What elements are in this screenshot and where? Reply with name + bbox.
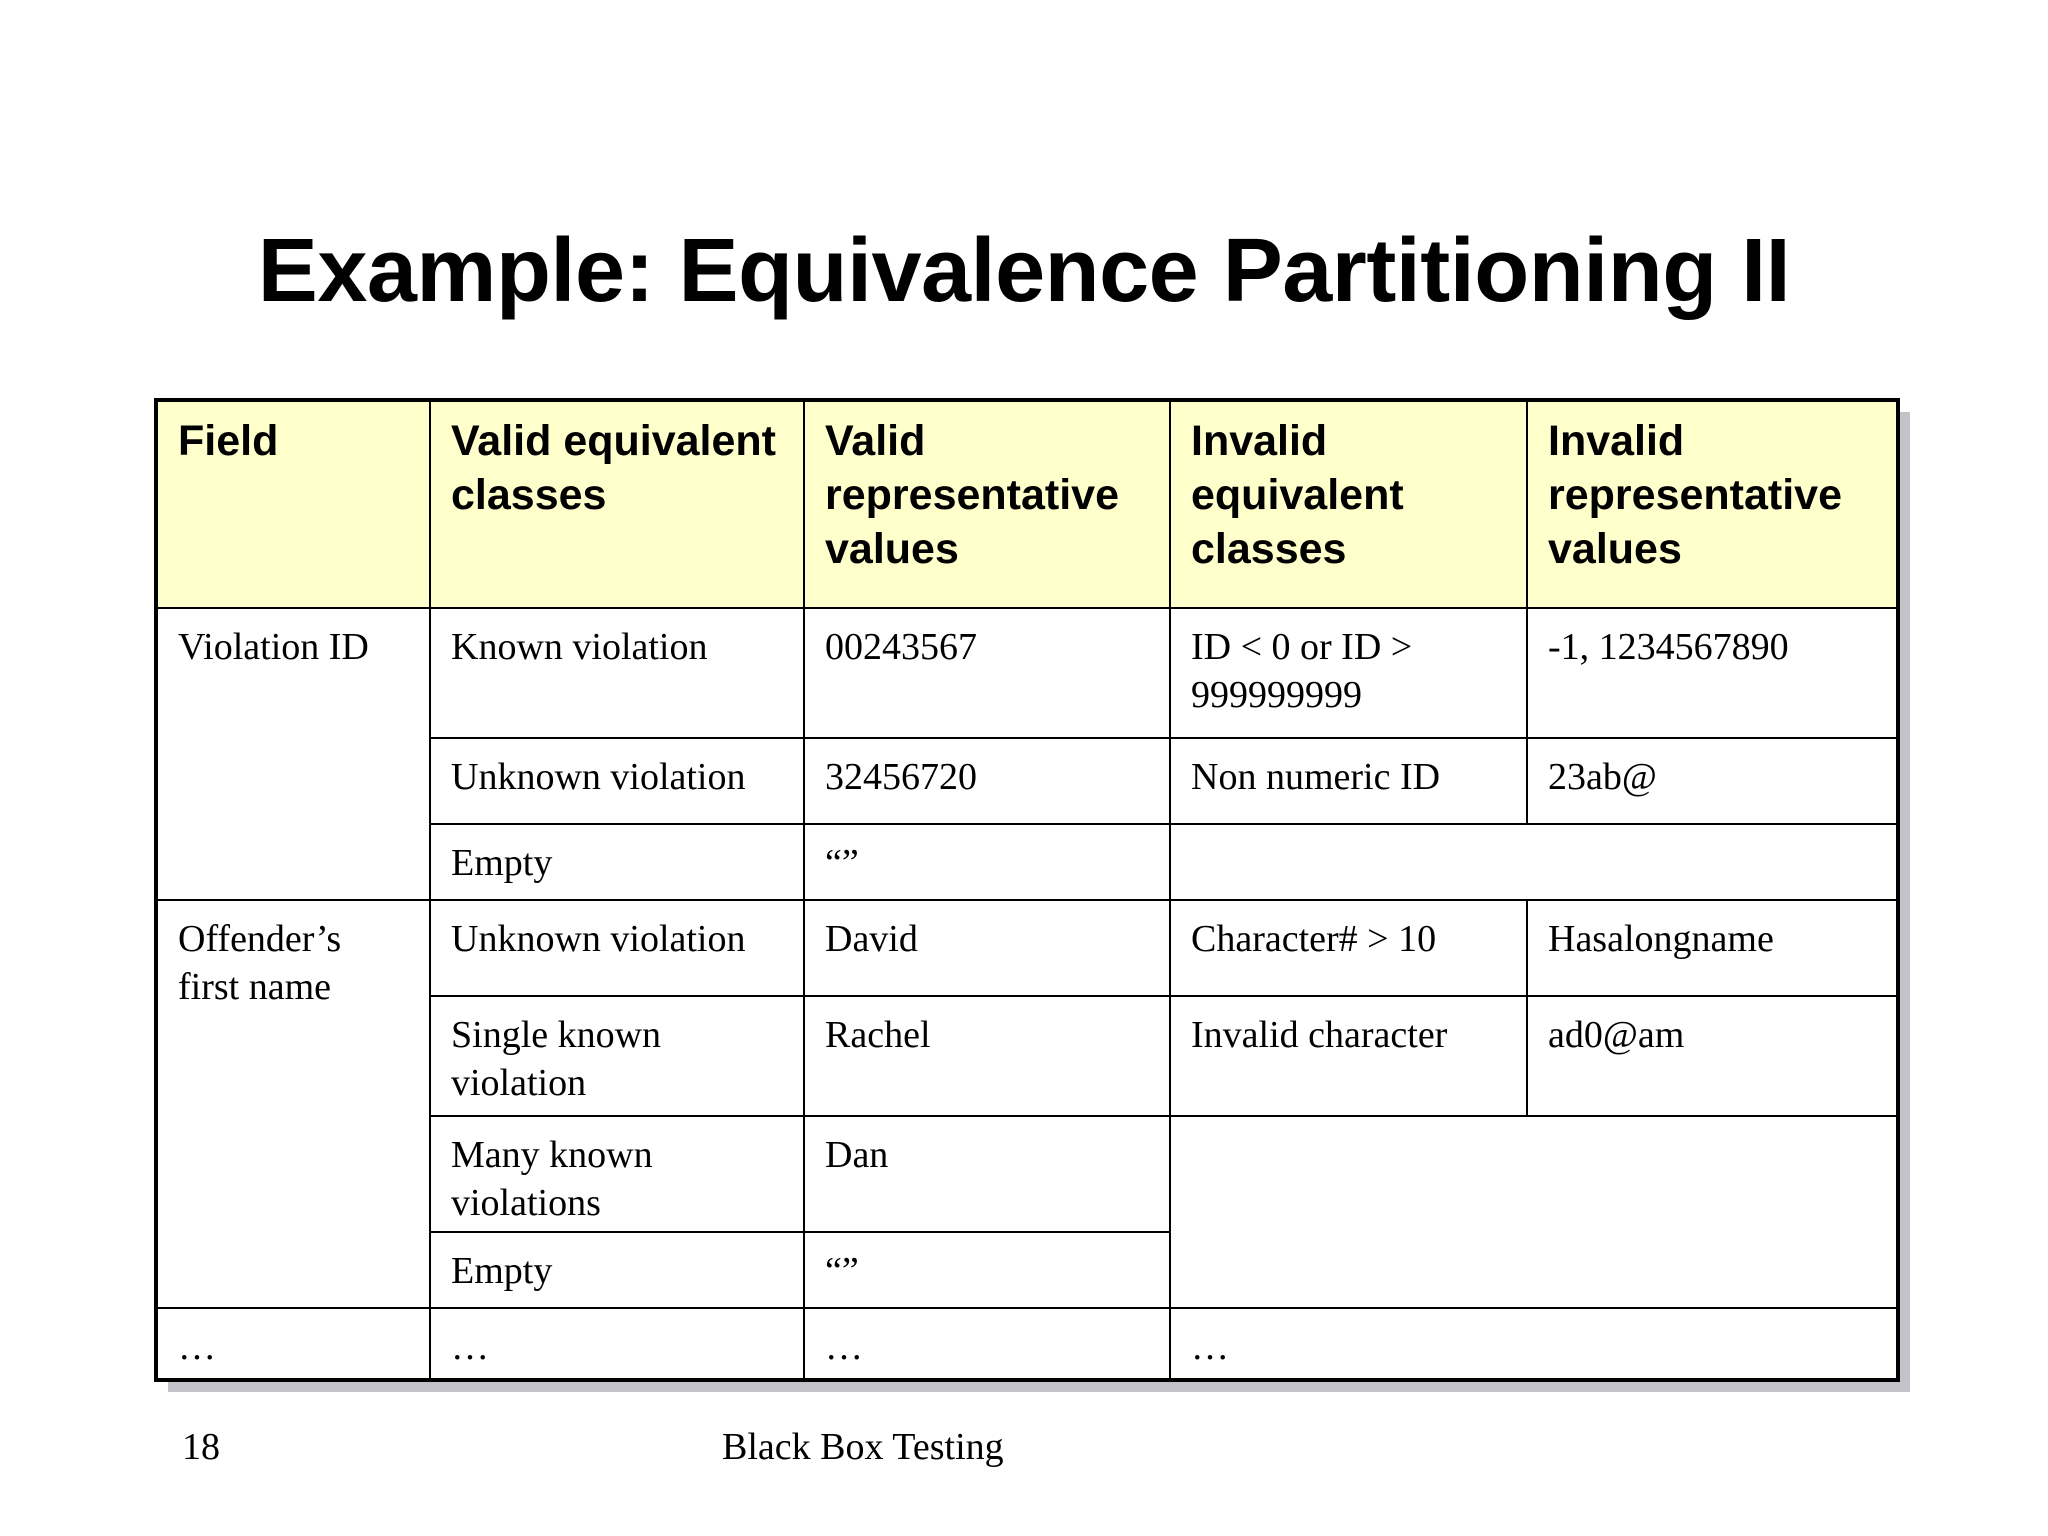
- valid-value-cell: Rachel: [804, 996, 1170, 1116]
- valid-class-cell: Single known violation: [430, 996, 804, 1116]
- ellipsis-cell: …: [156, 1308, 430, 1380]
- valid-value-cell: Dan: [804, 1116, 1170, 1232]
- valid-value-cell: David: [804, 900, 1170, 996]
- table-row: [156, 1308, 1898, 1380]
- valid-class-cell: Unknown violation: [430, 900, 804, 996]
- header-invalid-classes: Invalid equivalent classes: [1170, 400, 1527, 608]
- valid-class-cell: Empty: [430, 1232, 804, 1308]
- valid-value-cell: 32456720: [804, 738, 1170, 824]
- invalid-class-cell: Invalid character: [1170, 996, 1527, 1116]
- valid-value-cell: “”: [804, 1232, 1170, 1308]
- page-number: 18: [182, 1426, 220, 1468]
- table-row: [156, 900, 1898, 996]
- header-invalid-values: Invalid representative values: [1527, 400, 1898, 608]
- equivalence-partition-table: [154, 398, 1900, 1382]
- footer-title: Black Box Testing: [722, 1426, 1004, 1468]
- invalid-class-cell: ID < 0 or ID > 999999999: [1170, 608, 1527, 738]
- invalid-value-cell: Hasalongname: [1527, 900, 1898, 996]
- equivalence-table-container: [154, 398, 1896, 1378]
- valid-class-cell: Unknown violation: [430, 738, 804, 824]
- valid-value-cell: “”: [804, 824, 1170, 900]
- valid-value-cell: 00243567: [804, 608, 1170, 738]
- field-cell: Violation ID: [156, 608, 430, 900]
- ellipsis-cell: …: [804, 1308, 1170, 1380]
- slide-title: Example: Equivalence Partitioning II: [257, 221, 1791, 321]
- empty-invalid-cell: [1170, 1116, 1898, 1308]
- invalid-class-cell: Character# > 10: [1170, 900, 1527, 996]
- header-valid-classes: Valid equivalent classes: [430, 400, 804, 608]
- empty-invalid-cell: [1170, 824, 1898, 900]
- valid-class-cell: Known violation: [430, 608, 804, 738]
- header-field: Field: [156, 400, 430, 608]
- valid-class-cell: Many known violations: [430, 1116, 804, 1232]
- invalid-value-cell: -1, 1234567890: [1527, 608, 1898, 738]
- table-header-row: [156, 400, 1898, 608]
- ellipsis-cell: …: [1170, 1308, 1898, 1380]
- invalid-value-cell: ad0@am: [1527, 996, 1898, 1116]
- ellipsis-cell: …: [430, 1308, 804, 1380]
- invalid-value-cell: 23ab@: [1527, 738, 1898, 824]
- header-valid-values: Valid representative values: [804, 400, 1170, 608]
- field-cell: Offender’s first name: [156, 900, 430, 1308]
- valid-class-cell: Empty: [430, 824, 804, 900]
- table-row: [156, 608, 1898, 738]
- invalid-class-cell: Non numeric ID: [1170, 738, 1527, 824]
